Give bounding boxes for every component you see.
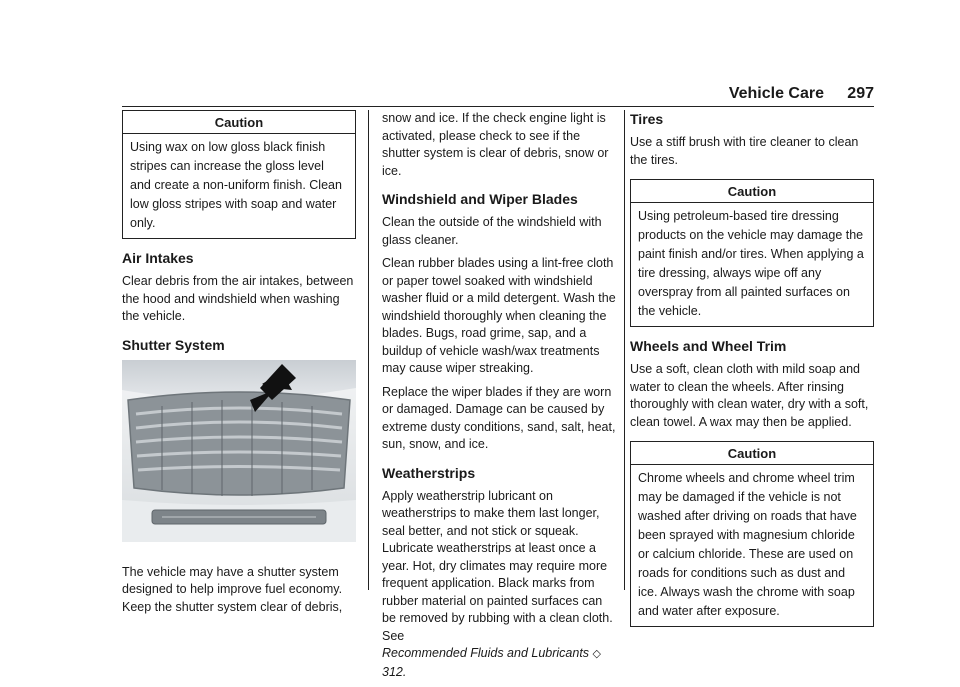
- caution-box-chrome-wheels: [630, 441, 874, 627]
- paragraph-windshield-2: Clean rubber blades using a lint-free cloth or paper towel soaked with windshield washer fluid or a mild detergent. Wash the windshield thoroughly when cleaning the blades. Bugs, road grime, sap, and a buildup of vehicle wash/wax treatments may cause wiper streaking.: [382, 256, 616, 375]
- paragraph-tires: Use a stiff brush with tire cleaner to clean the tires.: [630, 135, 859, 167]
- column-2: [382, 110, 616, 687]
- heading-air-intakes: Air Intakes: [122, 250, 194, 266]
- caution-title: Caution: [631, 180, 873, 203]
- paragraph-windshield-3: Replace the wiper blades if they are worn or damaged. Damage can be caused by extreme dusty conditions, sand, salt, heat, sun, snow, and ice.: [382, 384, 616, 451]
- caution-box-wax: [122, 110, 356, 239]
- weatherstrips-text: Apply weatherstrip lubricant on weatherstrips to make them last longer, seal better, and not stick or squeak. Lubricate weatherstrips at least once a year. Hot, dry climates may require more frequent application. Black marks from rubber material on painted surfaces can be removed by rubbing with a clean cloth. See: [382, 488, 613, 643]
- column-divider: [624, 110, 625, 590]
- page-header: [122, 84, 874, 107]
- header-page-number: 297: [847, 85, 874, 102]
- column-3: [630, 110, 874, 637]
- column-divider: [368, 110, 369, 590]
- caution-title: Caution: [123, 111, 355, 134]
- paragraph-wheels: Use a soft, clean cloth with mild soap and water to clean the wheels. After rinsing thoroughly with clean water, dry with a soft, clean towel. A wax may then be applied.: [630, 362, 869, 429]
- page-ref-number[interactable]: 312.: [382, 664, 407, 679]
- caution-body: Using petroleum-based tire dressing products on the vehicle may damage the paint finish and/or tires. When applying a tire dressing, always wipe off any overspray from all painted surfaces on the vehicle.: [638, 209, 864, 318]
- heading-weatherstrips: Weatherstrips: [382, 464, 476, 481]
- heading-shutter-system: Shutter System: [122, 336, 225, 353]
- column-1: [122, 110, 356, 622]
- caution-title: Caution: [631, 442, 873, 465]
- header-section-title: Vehicle Care: [728, 85, 824, 102]
- heading-windshield-wiper-blades: Windshield and Wiper Blades: [382, 191, 578, 207]
- heading-wheels-wheel-trim: Wheels and Wheel Trim: [630, 338, 787, 354]
- paragraph-shutter-system: The vehicle may have a shutter system designed to help improve fuel economy. Keep the shutter system clear of debris,: [122, 564, 343, 614]
- shutter-system-photo: [122, 360, 356, 542]
- caution-box-tires: [630, 179, 874, 327]
- paragraph-windshield-1: Clean the outside of the windshield with glass cleaner.: [382, 215, 602, 247]
- caution-body: Chrome wheels and chrome wheel trim may be damaged if the vehicle is not washed after driving on roads that have been sprayed with magnesium chloride or calcium chloride. These are used on roads for conditions such as dust and ice. Always wash the chrome with soap and water after exposure.: [638, 471, 857, 618]
- heading-tires: Tires: [630, 111, 664, 127]
- recommended-fluids-link[interactable]: Recommended Fluids and Lubricants: [382, 646, 590, 660]
- paragraph-weatherstrips: [382, 488, 616, 682]
- paragraph-air-intakes: Clear debris from the air intakes, between the hood and windshield when washing the vehicle.: [122, 274, 354, 323]
- grille-illustration: [122, 360, 356, 542]
- page-ref-arrow-icon: ◇: [592, 648, 602, 660]
- caution-body: Using wax on low gloss black finish stripes can increase the gloss level and create a non-uniform finish. Clean low gloss stripes with soap and water only.: [130, 140, 342, 230]
- paragraph-shutter-continued: snow and ice. If the check engine light is activated, please check to see if the shutter system is clear of debris, snow or ice.: [382, 111, 609, 178]
